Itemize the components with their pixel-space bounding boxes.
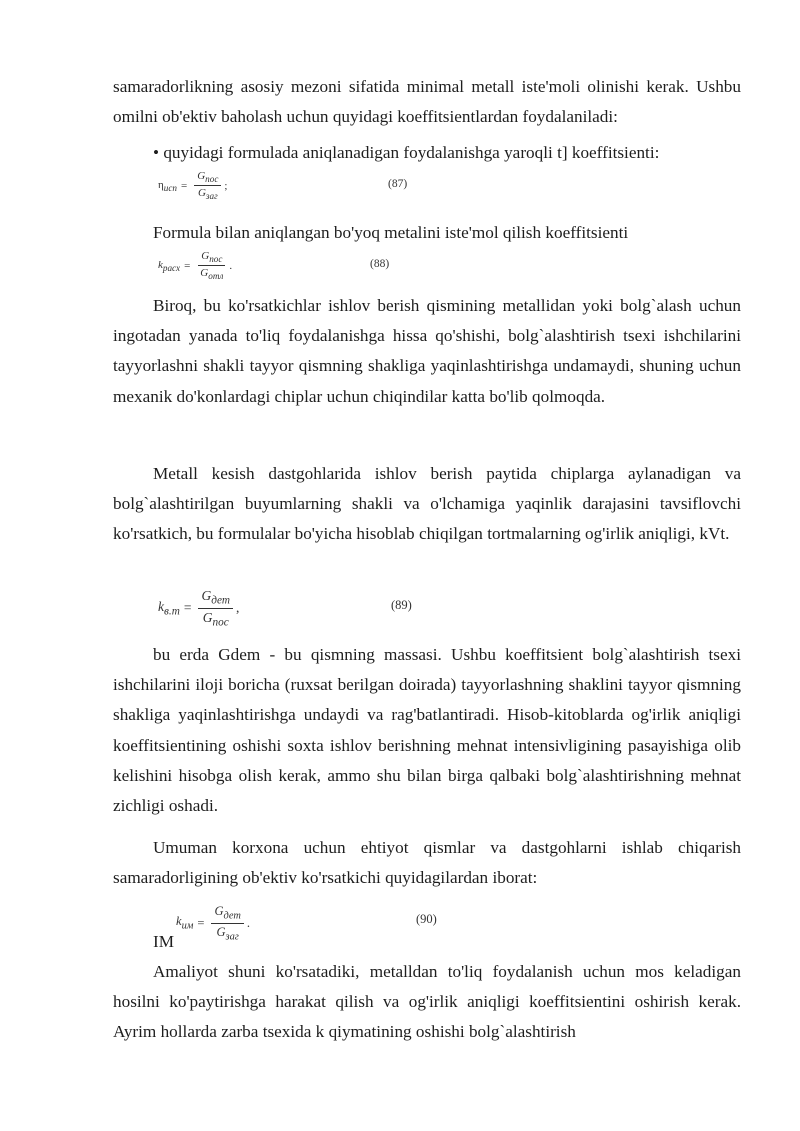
- formula-88-fraction: $\frac{G_{пос}}{G_{отл}}$: [197, 250, 226, 281]
- paragraph-metal-consumption: samaradorlikning asosiy mezoni sifatida minimal metall iste'moli olinishi kerak. Ushbu omilni ob'ektiv baholash uchun quyidagi koeffitsientlardan foydalaniladi:: [113, 77, 741, 127]
- paragraph-gdem-definition: bu erda Gdem - bu qismning massasi. Ushbu koeffitsient bolg`alashtirish tsexi ishchilarini iloji boricha (ruxsat berilgan doirada) tayyorlashning shaklini tayyor qismning shakliga yaqinlashtirishga undaydi va rag'batlantiradi. Hisob-kitoblarda og'irlik aniqligi koeffitsientining oshishi soxta ishlov berishning mehnat intensivligining pasayishiga olib kelishini hisobga olish kerak, ammo shu bilan birga qalbaki bolg`alashtirishning mehnat zichligi oshadi.: [113, 645, 741, 816]
- equation-number-88: (88): [370, 258, 390, 270]
- paragraph-enterprise-indicator: Umuman korxona uchun ehtiyot qismlar va dastgohlarni ishlab chiqarish samaradorligining ob'ektiv ko'rsatkichi quyidagilardan iborat:: [113, 838, 741, 888]
- equation-number-87: (87): [388, 178, 408, 190]
- paragraph-metal-cutting: Metall kesish dastgohlarida ishlov berish paytida chiplarga aylanadigan va bolg`alashtirilgan buyumlarning shakli va o'lchamiga yaqinlik darajasini tavsiflovchi ko'rsatkich, bu formulalar bo'yicha hisoblab chiqilgan tortmalarning og'irlik aniqligi, kVt.: [113, 464, 741, 544]
- formula-90: $k_{им}$ = $\frac{G_{дет}}{G_{заг}}$ .: [176, 904, 251, 942]
- formula-87-lhs: $\eta_{исп}$: [158, 178, 177, 193]
- formula-90-lhs: $k_{им}$: [176, 914, 194, 932]
- paragraph-practice-shows: Amaliyot shuni ko'rsatadiki, metalldan to'liq foydalanish uchun mos keladigan hosilni ko'paytirishga harakat qilish va og'irlik aniqligi koeffitsientini oshirish kerak. Ayrim hollarda zarba tsexida k qiymatining oshishi bolg`alashtirish: [113, 962, 741, 1042]
- paragraph-however: Biroq, bu ko'rsatkichlar ishlov berish qismining metallidan yoki bolg`alash uchun ingotadan yanada to'liq foydalanishga hissa qo'shishi, bolg`alashtirish tsexi ishchilarini tayyorlashni shakli tayyor qismning shakliga yaqinlashtirishga undamaydi, shuning uchun mexanik do'konlardagi chiplar uchun chiqindilar katta bo'lib qolmoqda.: [113, 296, 741, 406]
- formula-87: $\eta_{исп}$ = $\frac{G_{пос}}{G_{заг}}$ ;: [158, 170, 228, 202]
- formula-90-fraction: $\frac{G_{дет}}{G_{заг}}$: [211, 904, 243, 942]
- paragraph-paint-metal-coefficient: Formula bilan aniqlangan bo'yoq metalini iste'mol qilish koeffitsienti: [153, 223, 629, 242]
- equation-number-90: (90): [416, 912, 437, 926]
- formula-89: $k_{в.т}$ = $\frac{G_{дет}}{G_{пос}}$ ,: [158, 588, 240, 629]
- formula-87-fraction: $\frac{G_{пос}}{G_{заг}}$: [194, 170, 221, 201]
- formula-90-prefix: IM: [153, 932, 175, 951]
- equation-number-89: (89): [391, 598, 412, 612]
- formula-88: $k_{расх}$ = $\frac{G_{пос}}{G_{отл}}$ .: [158, 250, 233, 282]
- bullet-usable-coefficient: • quyidagi formulada aniqlanadigan foydalanishga yaroqli t] koeffitsienti:: [153, 143, 660, 162]
- formula-88-lhs: $k_{расх}$: [158, 258, 181, 273]
- formula-89-lhs: $k_{в.т}$: [158, 598, 180, 618]
- formula-89-fraction: $\frac{G_{дет}}{G_{пос}}$: [198, 588, 233, 628]
